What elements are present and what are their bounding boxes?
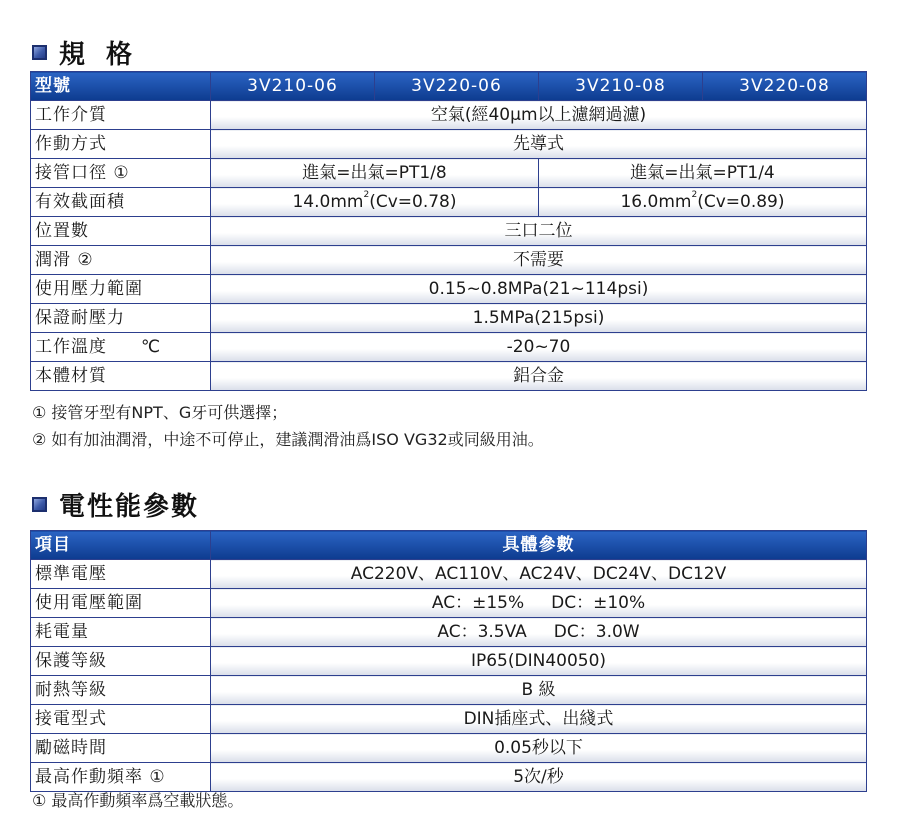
table-row: [31, 217, 867, 246]
value-frequency: 5次/秒: [211, 763, 867, 792]
row-label-port: 接管口徑 ①: [31, 159, 211, 188]
table-row: [31, 618, 867, 647]
row-label-frequency: 最高作動頻率 ①: [31, 763, 211, 792]
model-3v220-06: 3V220-06: [375, 72, 539, 101]
value-voltage-range: AC：±15% DC：±10%: [211, 589, 867, 618]
spec-header-row: [31, 72, 867, 101]
spec-title: 規 格: [59, 40, 139, 70]
electric-table: [30, 530, 867, 792]
table-row: [31, 734, 867, 763]
row-label-lubrication: 潤滑 ②: [31, 246, 211, 275]
value-area-08: $16.0mm^2(Cv=0.89)$: [539, 188, 867, 217]
table-row: [31, 101, 867, 130]
value-port-08: 進氣=出氣=PT1/4: [539, 159, 867, 188]
square-bullet-icon: [32, 497, 47, 512]
value-voltage: AC220V、AC110V、AC24V、DC24V、DC12V: [211, 560, 867, 589]
row-label-proof: 保證耐壓力: [31, 304, 211, 333]
row-label-action: 作動方式: [31, 130, 211, 159]
table-row: [31, 560, 867, 589]
value-area-06: $14.0mm^2(Cv=0.78)$: [211, 188, 539, 217]
spec-section-title: [32, 34, 138, 71]
value-position: 三口二位: [211, 217, 867, 246]
spec-note-2: ② 如有加油潤滑，中途不可停止，建議潤滑油爲ISO VG32或同級用油。: [32, 430, 544, 449]
row-label-excitation: 勵磁時間: [31, 734, 211, 763]
value-insulation: B 級: [211, 676, 867, 705]
param-header-label: 具體參數: [211, 531, 867, 560]
table-row: [31, 130, 867, 159]
value-temperature: -20~70: [211, 333, 867, 362]
square-bullet-icon: [32, 45, 47, 60]
row-label-material: 本體材質: [31, 362, 211, 391]
row-label-power: 耗電量: [31, 618, 211, 647]
value-excitation: 0.05秒以下: [211, 734, 867, 763]
table-row: [31, 304, 867, 333]
value-medium: 空氣(經40μm以上濾網過濾): [211, 101, 867, 130]
row-label-voltage-range: 使用電壓範圍: [31, 589, 211, 618]
row-label-medium: 工作介質: [31, 101, 211, 130]
table-row: [31, 589, 867, 618]
value-pressure: 0.15~0.8MPa(21~114psi): [211, 275, 867, 304]
electric-header-row: [31, 531, 867, 560]
value-protection: IP65(DIN40050): [211, 647, 867, 676]
row-label-position: 位置數: [31, 217, 211, 246]
table-row: [31, 705, 867, 734]
spec-table: [30, 71, 867, 391]
table-row: [31, 676, 867, 705]
value-port-06: 進氣=出氣=PT1/8: [211, 159, 539, 188]
table-row: [31, 333, 867, 362]
value-lubrication: 不需要: [211, 246, 867, 275]
value-material: 鋁合金: [211, 362, 867, 391]
row-label-pressure: 使用壓力範圍: [31, 275, 211, 304]
row-label-connection: 接電型式: [31, 705, 211, 734]
row-label-protection: 保護等級: [31, 647, 211, 676]
value-proof: 1.5MPa(215psi): [211, 304, 867, 333]
spec-note-1: ① 接管牙型有NPT、G牙可供選擇；: [32, 403, 288, 422]
table-row: [31, 159, 867, 188]
value-power: AC：3.5VA DC：3.0W: [211, 618, 867, 647]
row-label-voltage: 標準電壓: [31, 560, 211, 589]
model-3v210-08: 3V210-08: [539, 72, 703, 101]
table-row: [31, 362, 867, 391]
table-row: [31, 246, 867, 275]
value-action: 先導式: [211, 130, 867, 159]
table-row: [31, 647, 867, 676]
row-label-area: 有效截面積: [31, 188, 211, 217]
celsius-unit: ℃: [141, 337, 162, 357]
row-label-insulation: 耐熱等級: [31, 676, 211, 705]
row-label-temperature: 工作溫度 ℃: [31, 333, 211, 362]
value-connection: DIN插座式、出綫式: [211, 705, 867, 734]
electric-title: 電性能參數: [59, 492, 200, 522]
electric-section-title: [32, 486, 199, 523]
table-row: [31, 188, 867, 217]
table-row: [31, 275, 867, 304]
model-header-label: 型號: [31, 72, 211, 101]
electric-note-1: ① 最高作動頻率爲空載狀態。: [32, 791, 244, 810]
model-3v220-08: 3V220-08: [703, 72, 867, 101]
model-3v210-06: 3V210-06: [211, 72, 375, 101]
item-header-label: 項目: [31, 531, 211, 560]
